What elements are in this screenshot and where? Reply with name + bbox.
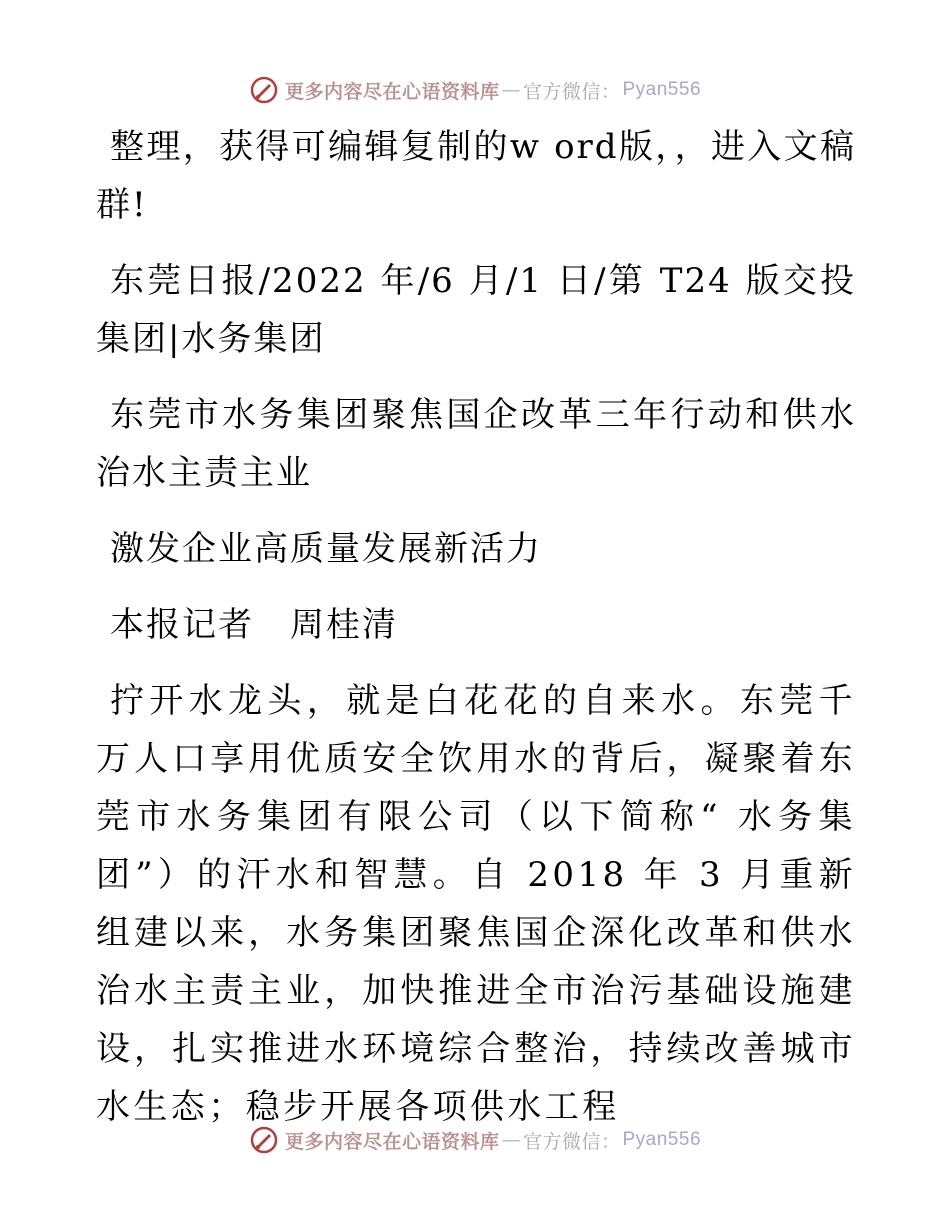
watermark-top	[0, 70, 950, 110]
paragraph-source: 东莞日报/2022 年/6 月/1 日/第 T24 版交投集团|水务集团	[96, 261, 856, 359]
watermark-id: Pyan556	[622, 1129, 702, 1150]
watermark-site: 更多内容尽在心语资料库	[284, 1130, 500, 1153]
paragraph-byline: 本报记者 周桂清	[110, 605, 398, 645]
quill-logo-icon	[249, 75, 279, 105]
watermark-bottom	[0, 1120, 950, 1160]
watermark-dash: —	[501, 79, 521, 101]
watermark-official: 官方微信：	[522, 1130, 621, 1153]
paragraph-body: 拧开水龙头，就是白花花的自来水。东莞千万人口享用优质安全饮用水的背后，凝聚着东莞市水务集团有限公司（以下简称“ 水务集团”）的汗水和智慧。自 2018 年 3 月重新组建以来，水务集团聚焦国企深化改革和供水治水主责主业，加快推进全市治污基础设施建设，扎实推进水环境综合整治，持续改善城市水生态；稳步开展各项供水工程	[96, 681, 856, 1127]
watermark-dash: —	[501, 1129, 521, 1151]
watermark-official: 官方微信：	[522, 80, 621, 103]
quill-logo-icon	[249, 1125, 279, 1155]
paragraph-headline: 东莞市水务集团聚焦国企改革三年行动和供水治水主责主业	[96, 395, 856, 493]
paragraph-intro: 整理，获得可编辑复制的w ord版，，进入文稿群!	[96, 127, 856, 225]
document-body	[96, 118, 856, 1154]
watermark-site: 更多内容尽在心语资料库	[284, 80, 500, 103]
watermark-id: Pyan556	[622, 79, 702, 100]
paragraph-subheadline: 激发企业高质量发展新活力	[110, 529, 542, 569]
